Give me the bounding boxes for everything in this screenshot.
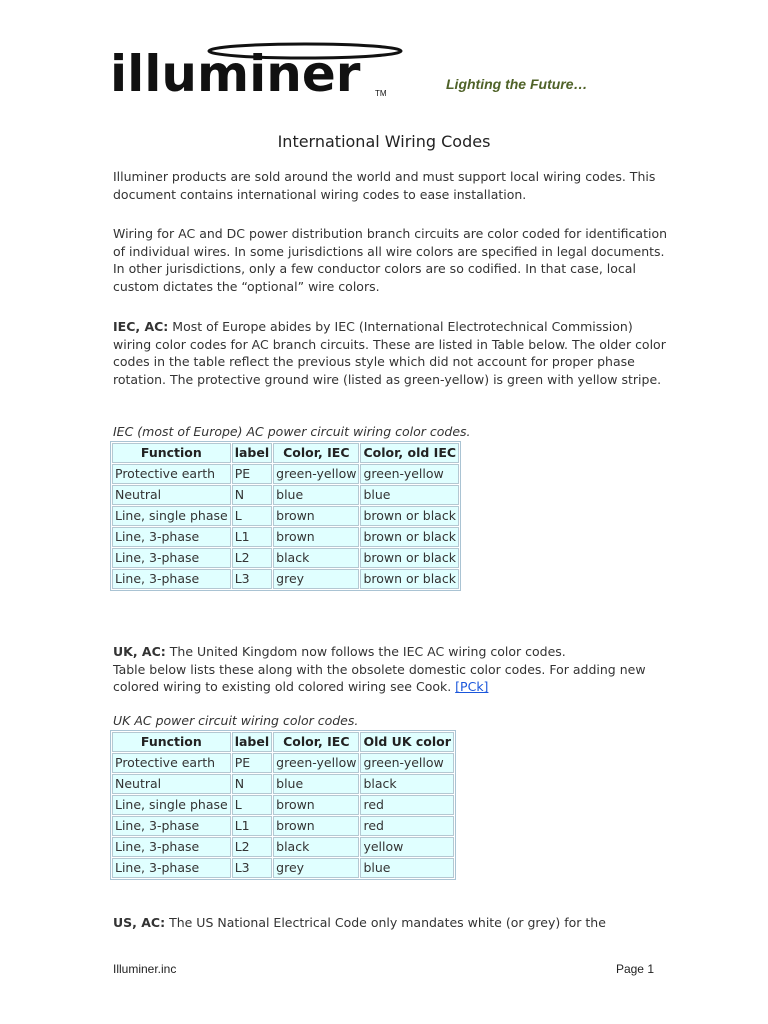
cell-label: L1 — [232, 527, 272, 547]
intro-paragraph-2: Wiring for AC and DC power distribution branch circuits are color coded for identification of individual wires. In some jurisdictions all wire colors are specified in legal documents. In other jurisdictions, only a few conductor colors are so codified. In that case, local custom dictates the “optional” wire colors. — [113, 226, 668, 294]
cell-color-iec: brown — [273, 795, 359, 815]
cell-color-iec: grey — [273, 858, 359, 878]
cell-color-iec: brown — [273, 527, 359, 547]
table-row — [112, 464, 459, 484]
cell-label: L — [232, 795, 272, 815]
column-header-old-uk-color: Old UK color — [360, 732, 453, 752]
iec-table-caption: IEC (most of Europe) AC power circuit wiring color codes. — [113, 424, 471, 439]
cell-function: Line, 3-phase — [112, 837, 231, 857]
cell-color-iec: black — [273, 548, 359, 568]
iec-paragraph — [113, 318, 673, 388]
uk-heading: UK, AC: — [113, 644, 166, 659]
cell-color-iec: green-yellow — [273, 464, 359, 484]
tagline: Lighting the Future… — [446, 76, 588, 92]
table-row — [112, 795, 454, 815]
cell-color-iec: brown — [273, 816, 359, 836]
iec-text: Most of Europe abides by IEC (International Electrotechnical Commission) wiring color codes for AC branch circuits. These are listed in Table below. The older color codes in the table reflect the previous style which did not account for proper phase rotation. The protective ground wire (listed as green-yellow) is green with yellow stripe. — [113, 319, 666, 387]
logo-wordmark: illuminer — [110, 45, 361, 103]
intro-paragraph-1: Illuminer products are sold around the world and must support local wiring codes. This document contains international wiring codes to ease installation. — [113, 169, 656, 202]
cell-color-old: brown or black — [360, 506, 459, 526]
cook-reference-link[interactable]: [PCk] — [455, 679, 489, 695]
cell-color-old: brown or black — [360, 548, 459, 568]
cell-label: L3 — [232, 858, 272, 878]
cell-function: Line, 3-phase — [112, 548, 231, 568]
cell-function: Neutral — [112, 485, 231, 505]
table-row — [112, 485, 459, 505]
uk-wiring-table — [110, 730, 456, 880]
cell-color-old: brown or black — [360, 569, 459, 589]
cell-color-iec: green-yellow — [273, 753, 359, 773]
uk-text: The United Kingdom now follows the IEC AC wiring color codes. — [165, 644, 566, 659]
cell-color-old: yellow — [360, 837, 453, 857]
cell-color-iec: grey — [273, 569, 359, 589]
cell-color-old: green-yellow — [360, 753, 453, 773]
cell-color-old: blue — [360, 858, 453, 878]
cell-function: Neutral — [112, 774, 231, 794]
cell-color-old: brown or black — [360, 527, 459, 547]
column-header-color-old-iec: Color, old IEC — [360, 443, 459, 463]
column-header-color-iec: Color, IEC — [273, 732, 359, 752]
iec-wiring-table — [110, 441, 461, 591]
table-row — [112, 753, 454, 773]
table-row — [112, 816, 454, 836]
cell-label: PE — [232, 464, 272, 484]
cell-color-iec: black — [273, 837, 359, 857]
table-row — [112, 527, 459, 547]
cell-function: Line, 3-phase — [112, 527, 231, 547]
column-header-label: label — [232, 443, 272, 463]
us-heading: US, AC: — [113, 915, 166, 930]
cell-color-old: red — [360, 816, 453, 836]
table-row — [112, 569, 459, 589]
cell-label: L — [232, 506, 272, 526]
table-row — [112, 858, 454, 878]
footer-company: Illuminer.inc — [113, 962, 177, 976]
table-header-row — [112, 732, 454, 752]
cell-function: Line, 3-phase — [112, 858, 231, 878]
column-header-function: Function — [112, 732, 231, 752]
table-row — [112, 548, 459, 568]
table-row — [112, 774, 454, 794]
cell-color-old: blue — [360, 485, 459, 505]
cell-label: L2 — [232, 837, 272, 857]
column-header-label: label — [232, 732, 272, 752]
uk-table-caption: UK AC power circuit wiring color codes. — [113, 713, 359, 728]
cell-color-old: red — [360, 795, 453, 815]
table-row — [112, 506, 459, 526]
footer-page-number: Page 1 — [615, 962, 654, 976]
cell-label: L2 — [232, 548, 272, 568]
cell-color-old: black — [360, 774, 453, 794]
logo-trademark: TM — [375, 89, 387, 98]
uk-text-2: Table below lists these along with the obsolete domestic color codes. For adding new colored wiring to existing old colored wiring see Cook. — [113, 661, 646, 695]
cell-label: PE — [232, 753, 272, 773]
cell-function: Line, single phase — [112, 506, 231, 526]
cell-label: L1 — [232, 816, 272, 836]
cell-function: Protective earth — [112, 464, 231, 484]
cell-function: Line, 3-phase — [112, 569, 231, 589]
cell-function: Line, 3-phase — [112, 816, 231, 836]
column-header-color-iec: Color, IEC — [273, 443, 359, 463]
cell-function: Protective earth — [112, 753, 231, 773]
page-title: International Wiring Codes — [277, 132, 491, 151]
iec-heading: IEC, AC: — [113, 319, 169, 334]
cell-color-iec: brown — [273, 506, 359, 526]
cell-label: N — [232, 774, 272, 794]
cell-color-iec: blue — [273, 774, 359, 794]
us-text: The US National Electrical Code only mandates white (or grey) for the — [165, 915, 606, 930]
cell-label: L3 — [232, 569, 272, 589]
cell-color-old: green-yellow — [360, 464, 459, 484]
table-row — [112, 837, 454, 857]
table-header-row — [112, 443, 459, 463]
cell-color-iec: blue — [273, 485, 359, 505]
cell-label: N — [232, 485, 272, 505]
illuminer-logo — [110, 40, 400, 106]
uk-paragraph — [113, 643, 673, 696]
us-paragraph — [113, 914, 673, 932]
column-header-function: Function — [112, 443, 231, 463]
cell-function: Line, single phase — [112, 795, 231, 815]
